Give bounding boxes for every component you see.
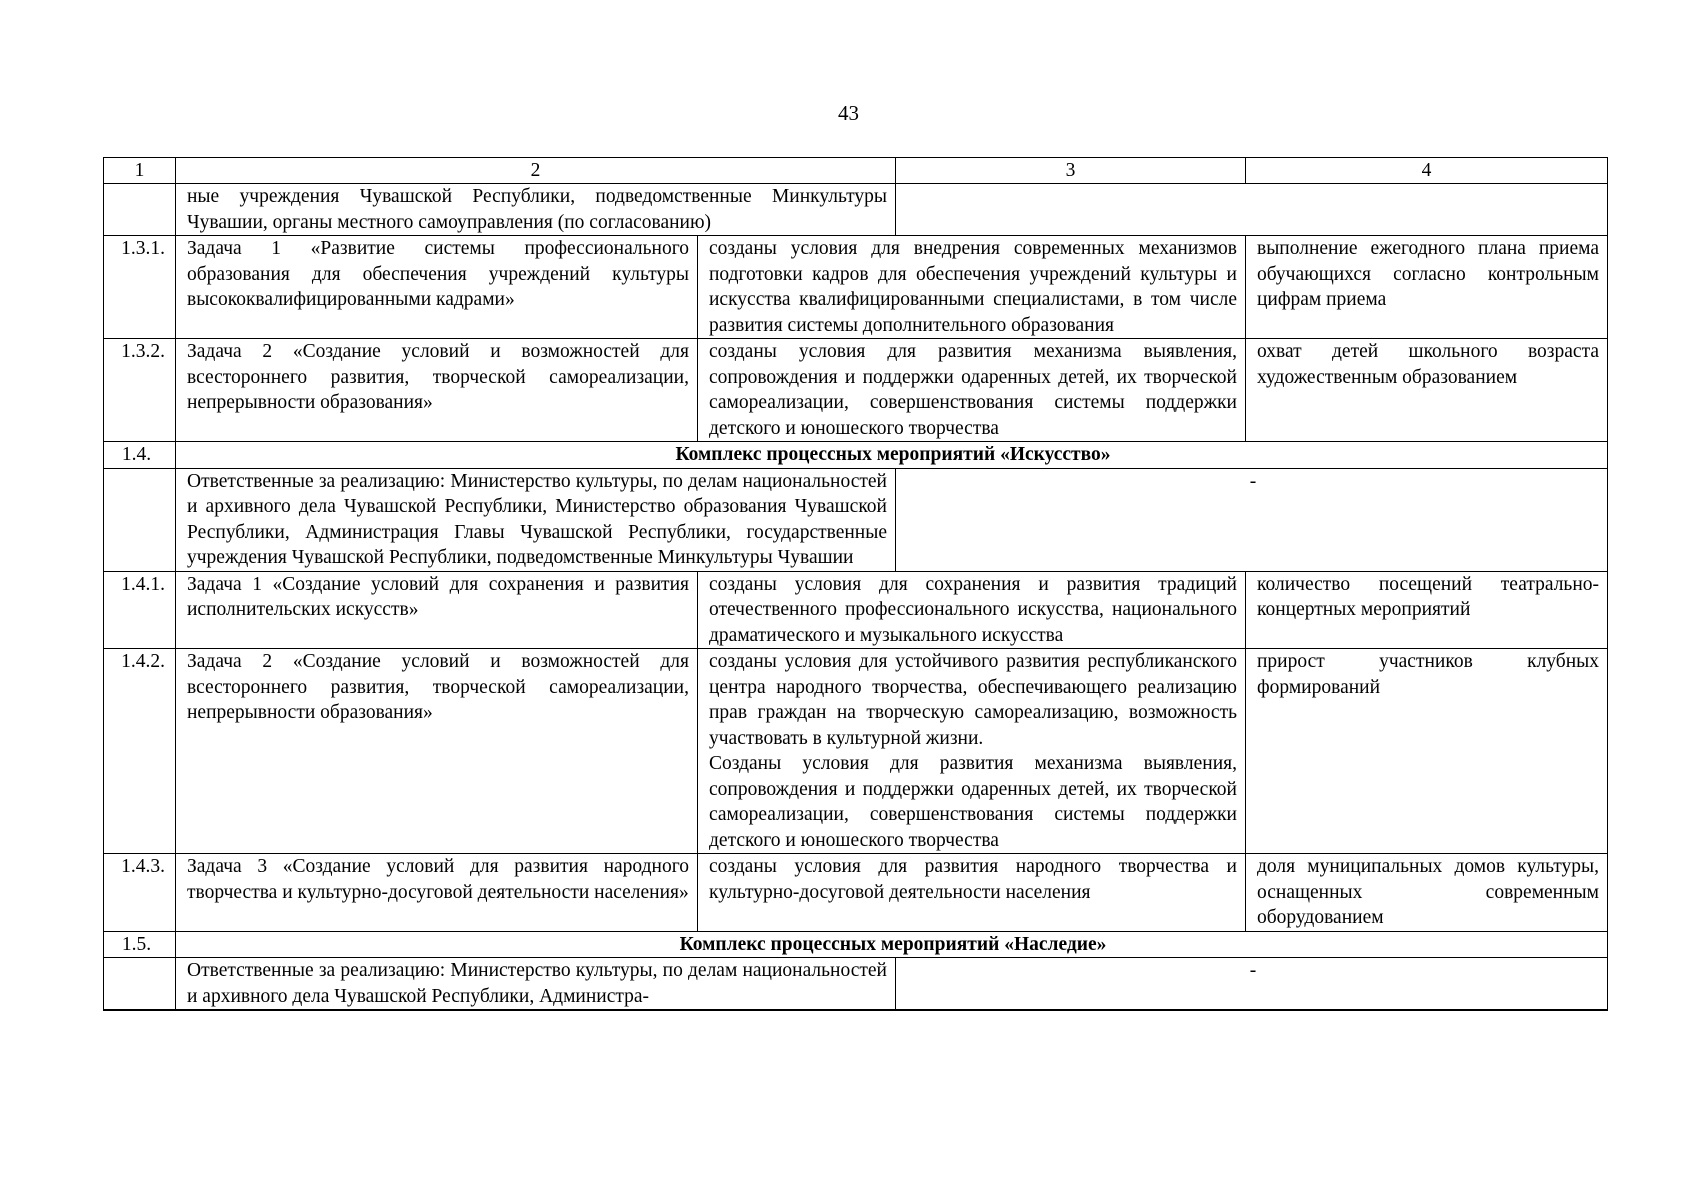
result-text: созданы условия для развития народного творчества и культурно-досуговой деятельности населения	[709, 856, 1237, 903]
task-cell: Задача 2 «Создание условий и возможностей для всестороннего развития, творческой самореализации, непрерывности образования»	[176, 649, 698, 854]
empty-dash: -	[896, 468, 1608, 571]
row-number: 1.3.1.	[104, 236, 176, 339]
row-number: 1.4.3.	[104, 854, 176, 932]
task-cell: Задача 1 «Развитие системы профессионального образования для обеспечения учреждений культуры высококвалифицированными кадрами»	[176, 236, 698, 339]
responsible-row	[104, 468, 1608, 571]
task-cell: Задача 3 «Создание условий для развития народного творчества и культурно-досуговой деятельности населения»	[176, 854, 698, 932]
table-row	[104, 649, 1608, 854]
program-table	[103, 157, 1608, 1011]
page-number: 43	[838, 101, 859, 125]
result-cell	[698, 571, 1246, 649]
row-number: 1.3.2.	[104, 339, 176, 442]
section-row	[104, 931, 1608, 958]
row-number: 1.4.2.	[104, 649, 176, 854]
indicator-cell: доля муниципальных домов культуры, оснащенных современным оборудованием	[1246, 854, 1608, 932]
result-cell	[698, 339, 1246, 442]
result-text: созданы условия для развития механизма выявления, сопровождения и поддержки одаренных детей, их творческой самореализации, совершенствования системы поддержки детского и юношеского творчества	[709, 341, 1237, 439]
result-text: Созданы условия для развития механизма выявления, сопровождения и поддержки одаренных детей, их творческой самореализации, совершенствования системы поддержки детского и юношеского творчества	[709, 753, 1237, 851]
result-cell	[698, 854, 1246, 932]
indicator-cell: количество посещений театрально-концертных мероприятий	[1246, 571, 1608, 649]
table-row	[104, 854, 1608, 932]
header-col-4: 4	[1246, 158, 1608, 184]
section-number: 1.5.	[104, 931, 176, 958]
table-header-row	[104, 158, 1608, 184]
section-title: Комплекс процессных мероприятий «Наследие»	[176, 931, 1608, 958]
empty-dash: -	[896, 958, 1608, 1011]
task-cell: Задача 2 «Создание условий и возможностей для всестороннего развития, творческой самореализации, непрерывности образования»	[176, 339, 698, 442]
section-number: 1.4.	[104, 442, 176, 469]
result-text: созданы условия для устойчивого развития республиканского центра народного творчества, обеспечивающего реализацию прав граждан на творческую самореализацию, возможность участвовать в культурной жизни.	[709, 651, 1237, 749]
responsible-text: Ответственные за реализацию: Министерство культуры, по делам национальностей и архивного дела Чувашской Республики, Администра-	[176, 958, 896, 1011]
indicator-cell: охват детей школьного возраста художественным образованием	[1246, 339, 1608, 442]
row-number: 1.4.1.	[104, 571, 176, 649]
task-cell: Задача 1 «Создание условий для сохранения и развития исполнительских искусств»	[176, 571, 698, 649]
indicator-cell: выполнение ежегодного плана приема обучающихся согласно контрольным цифрам приема	[1246, 236, 1608, 339]
result-text: созданы условия для сохранения и развития традиций отечественного профессионального искусства, национального драматического и музыкального искусства	[709, 573, 1237, 646]
header-col-1: 1	[104, 158, 176, 184]
indicator-cell: прирост участников клубных формирований	[1246, 649, 1608, 854]
continuation-row	[104, 184, 1608, 236]
responsible-text: Ответственные за реализацию: Министерство культуры, по делам национальностей и архивного дела Чувашской Республики, Министерство образования Чувашской Республики, Администрация Главы Чувашской Республики, государственные учреждения Чувашской Республики, подведомственные Минкультуры Чувашии	[176, 468, 896, 571]
section-row	[104, 442, 1608, 469]
table-row	[104, 236, 1608, 339]
header-col-2: 2	[176, 158, 896, 184]
result-cell	[698, 236, 1246, 339]
responsible-continuation: ные учреждения Чувашской Республики, подведомственные Минкультуры Чувашии, органы местного самоуправления (по согласованию)	[176, 184, 896, 236]
table-row	[104, 339, 1608, 442]
result-cell	[698, 649, 1246, 854]
section-title: Комплекс процессных мероприятий «Искусство»	[176, 442, 1608, 469]
responsible-row	[104, 958, 1608, 1011]
header-col-3: 3	[896, 158, 1246, 184]
table-row	[104, 571, 1608, 649]
result-text: созданы условия для внедрения современных механизмов подготовки кадров для обеспечения учреждений культуры и искусства квалифицированными специалистами, в том числе развития системы дополнительного образования	[709, 238, 1237, 336]
